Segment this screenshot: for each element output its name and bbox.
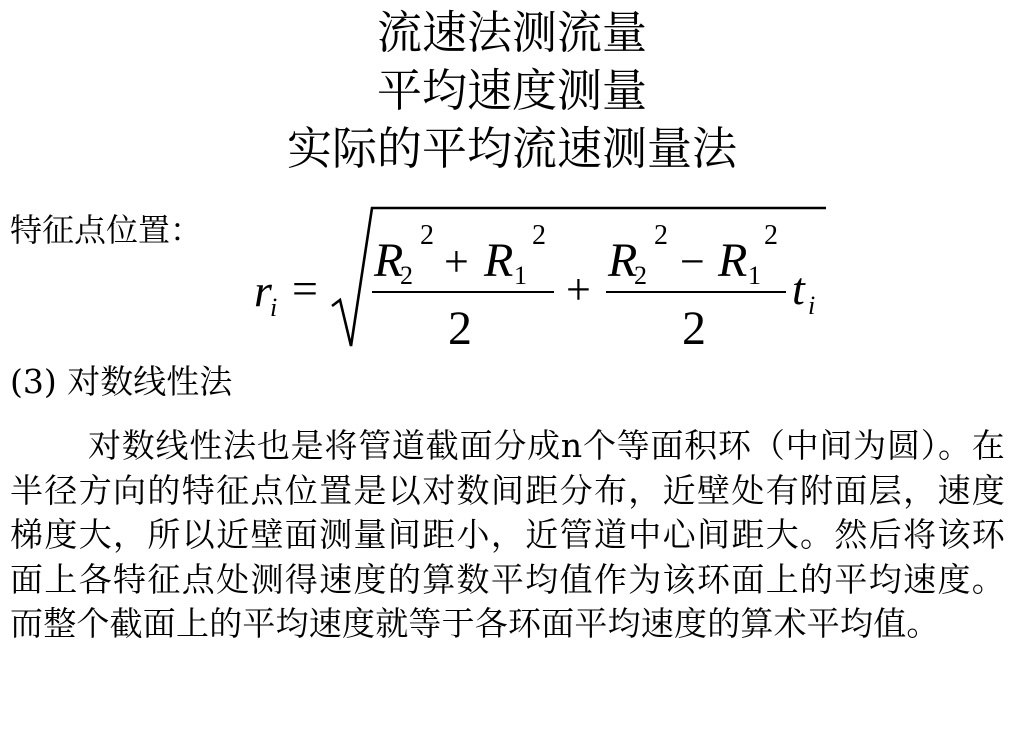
term1-r2-sup: 2 bbox=[420, 220, 434, 251]
title-block bbox=[0, 4, 1024, 178]
term1-r1: R bbox=[484, 234, 514, 287]
term1-r2: R bbox=[374, 234, 404, 287]
title-line-3: 实际的平均流速测量法 bbox=[286, 122, 737, 175]
term2-r1-sub: 1 bbox=[748, 261, 761, 290]
term1-denominator: 2 bbox=[448, 302, 472, 355]
formula-t-sub: i bbox=[808, 291, 816, 320]
term1-r1-sup: 2 bbox=[532, 220, 546, 251]
formula-equals: = bbox=[292, 263, 318, 314]
term2-r1: R bbox=[718, 234, 748, 287]
term2-minus: − bbox=[680, 237, 705, 286]
term2-denominator: 2 bbox=[682, 302, 706, 355]
term2-r1-sup: 2 bbox=[764, 220, 778, 251]
title-line-1: 流速法测流量 bbox=[376, 6, 647, 59]
radius-formula bbox=[248, 198, 838, 358]
formula-t-var: t bbox=[792, 263, 805, 314]
title-line-2: 平均速度测量 bbox=[376, 64, 647, 117]
feature-point-label: 特征点位置： bbox=[10, 211, 203, 249]
formula-lhs-sub: i bbox=[270, 293, 278, 322]
section-heading: (3) 对数线性法 bbox=[10, 362, 233, 401]
term1-r1-sub: 1 bbox=[514, 261, 527, 290]
body-paragraph: 对数线性法也是将管道截面分成n个等面积环（中间为圆）。在半径方向的特征点位置是以对数间距分布，近壁处有附面层，速度梯度大，所以近壁面测量间距小，近管道中心间距大。然后将该环面上各特征点处测得速度的算数平均值作为该环面上的平均速度。而整个截面上的平均速度就等于各环面平均速度的算术平均值。 bbox=[10, 426, 1005, 643]
term2-r2-sup: 2 bbox=[654, 220, 668, 251]
formula-svg bbox=[248, 198, 838, 358]
term1-plus: + bbox=[444, 237, 469, 286]
term1-r2-sub: 2 bbox=[400, 261, 413, 290]
term2-r2-sub: 2 bbox=[634, 261, 647, 290]
formula-lhs-var: r bbox=[254, 265, 272, 316]
formula-between-plus: + bbox=[566, 265, 591, 314]
term2-r2: R bbox=[608, 234, 638, 287]
